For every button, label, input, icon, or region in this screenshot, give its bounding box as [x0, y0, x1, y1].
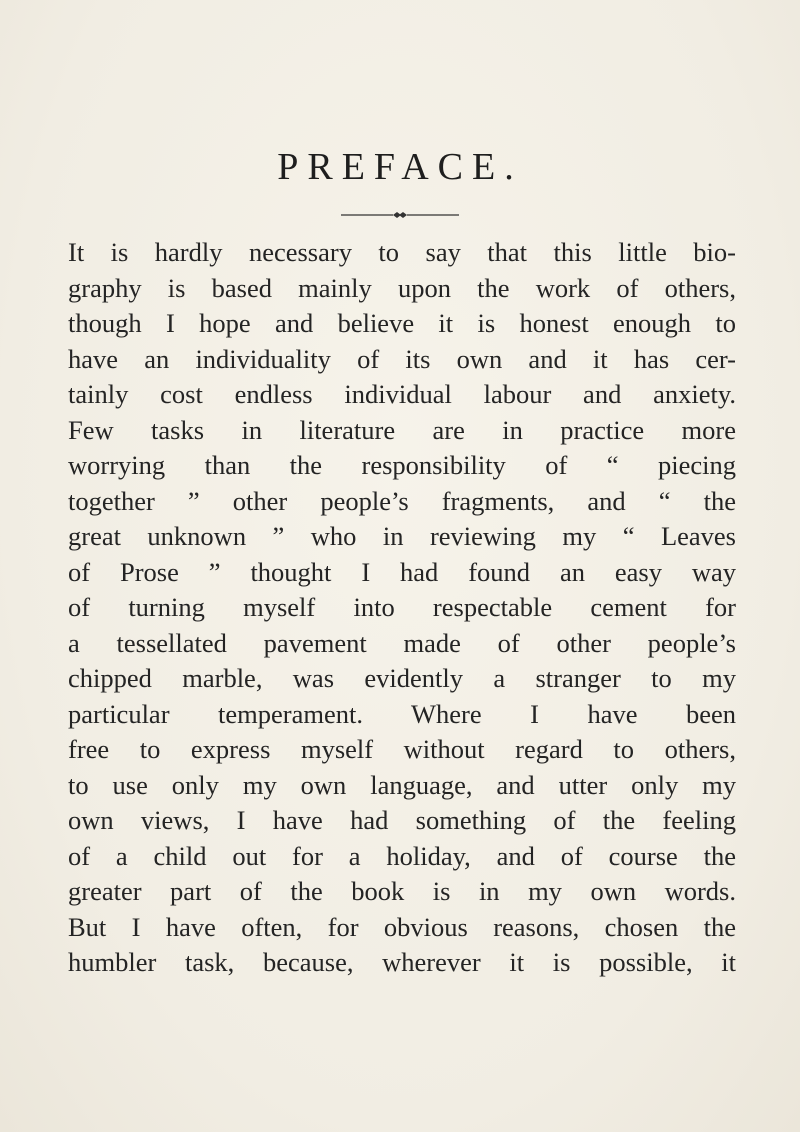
- text-line: together ” other people’s fragments, and “ the: [68, 485, 736, 516]
- text-line: of turning myself into respectable cement for: [68, 592, 736, 622]
- text-line: to use only my own language, and utter only my: [68, 769, 736, 800]
- text-line: though I hope and believe it is honest enough to: [68, 308, 736, 338]
- text-line: of Prose ” thought I had found an easy way: [68, 556, 736, 587]
- text-line: graphy is based mainly upon the work of others,: [68, 272, 736, 303]
- text-line: of a child out for a holiday, and of course the: [68, 840, 736, 871]
- text-line: tainly cost endless individual labour and anxiety.: [68, 379, 736, 409]
- text-line: own views, I have had something of the feeling: [68, 805, 736, 835]
- text-line: have an individuality of its own and it has cer-: [68, 343, 736, 374]
- text-line: greater part of the book is in my own words.: [68, 876, 736, 906]
- text-line: humbler task, because, wherever it is possible, it: [68, 947, 736, 977]
- ornament-divider-icon: [341, 210, 459, 220]
- text-line: worrying than the responsibility of “ piecing: [68, 450, 736, 480]
- text-line: chipped marble, was evidently a stranger to my: [68, 663, 736, 693]
- text-line: free to express myself without regard to others,: [68, 734, 736, 764]
- text-line: Few tasks in literature are in practice more: [68, 414, 736, 445]
- page-title: PREFACE.: [277, 146, 523, 188]
- text-line: a tessellated pavement made of other people’s: [68, 627, 736, 658]
- text-line: But I have often, for obvious reasons, chosen the: [68, 911, 736, 942]
- preface-paragraph: [68, 235, 736, 981]
- text-line: It is hardly necessary to say that this little bio-: [68, 237, 736, 267]
- text-line: particular temperament. Where I have been: [68, 698, 736, 729]
- text-line: great unknown ” who in reviewing my “ Leaves: [68, 521, 736, 551]
